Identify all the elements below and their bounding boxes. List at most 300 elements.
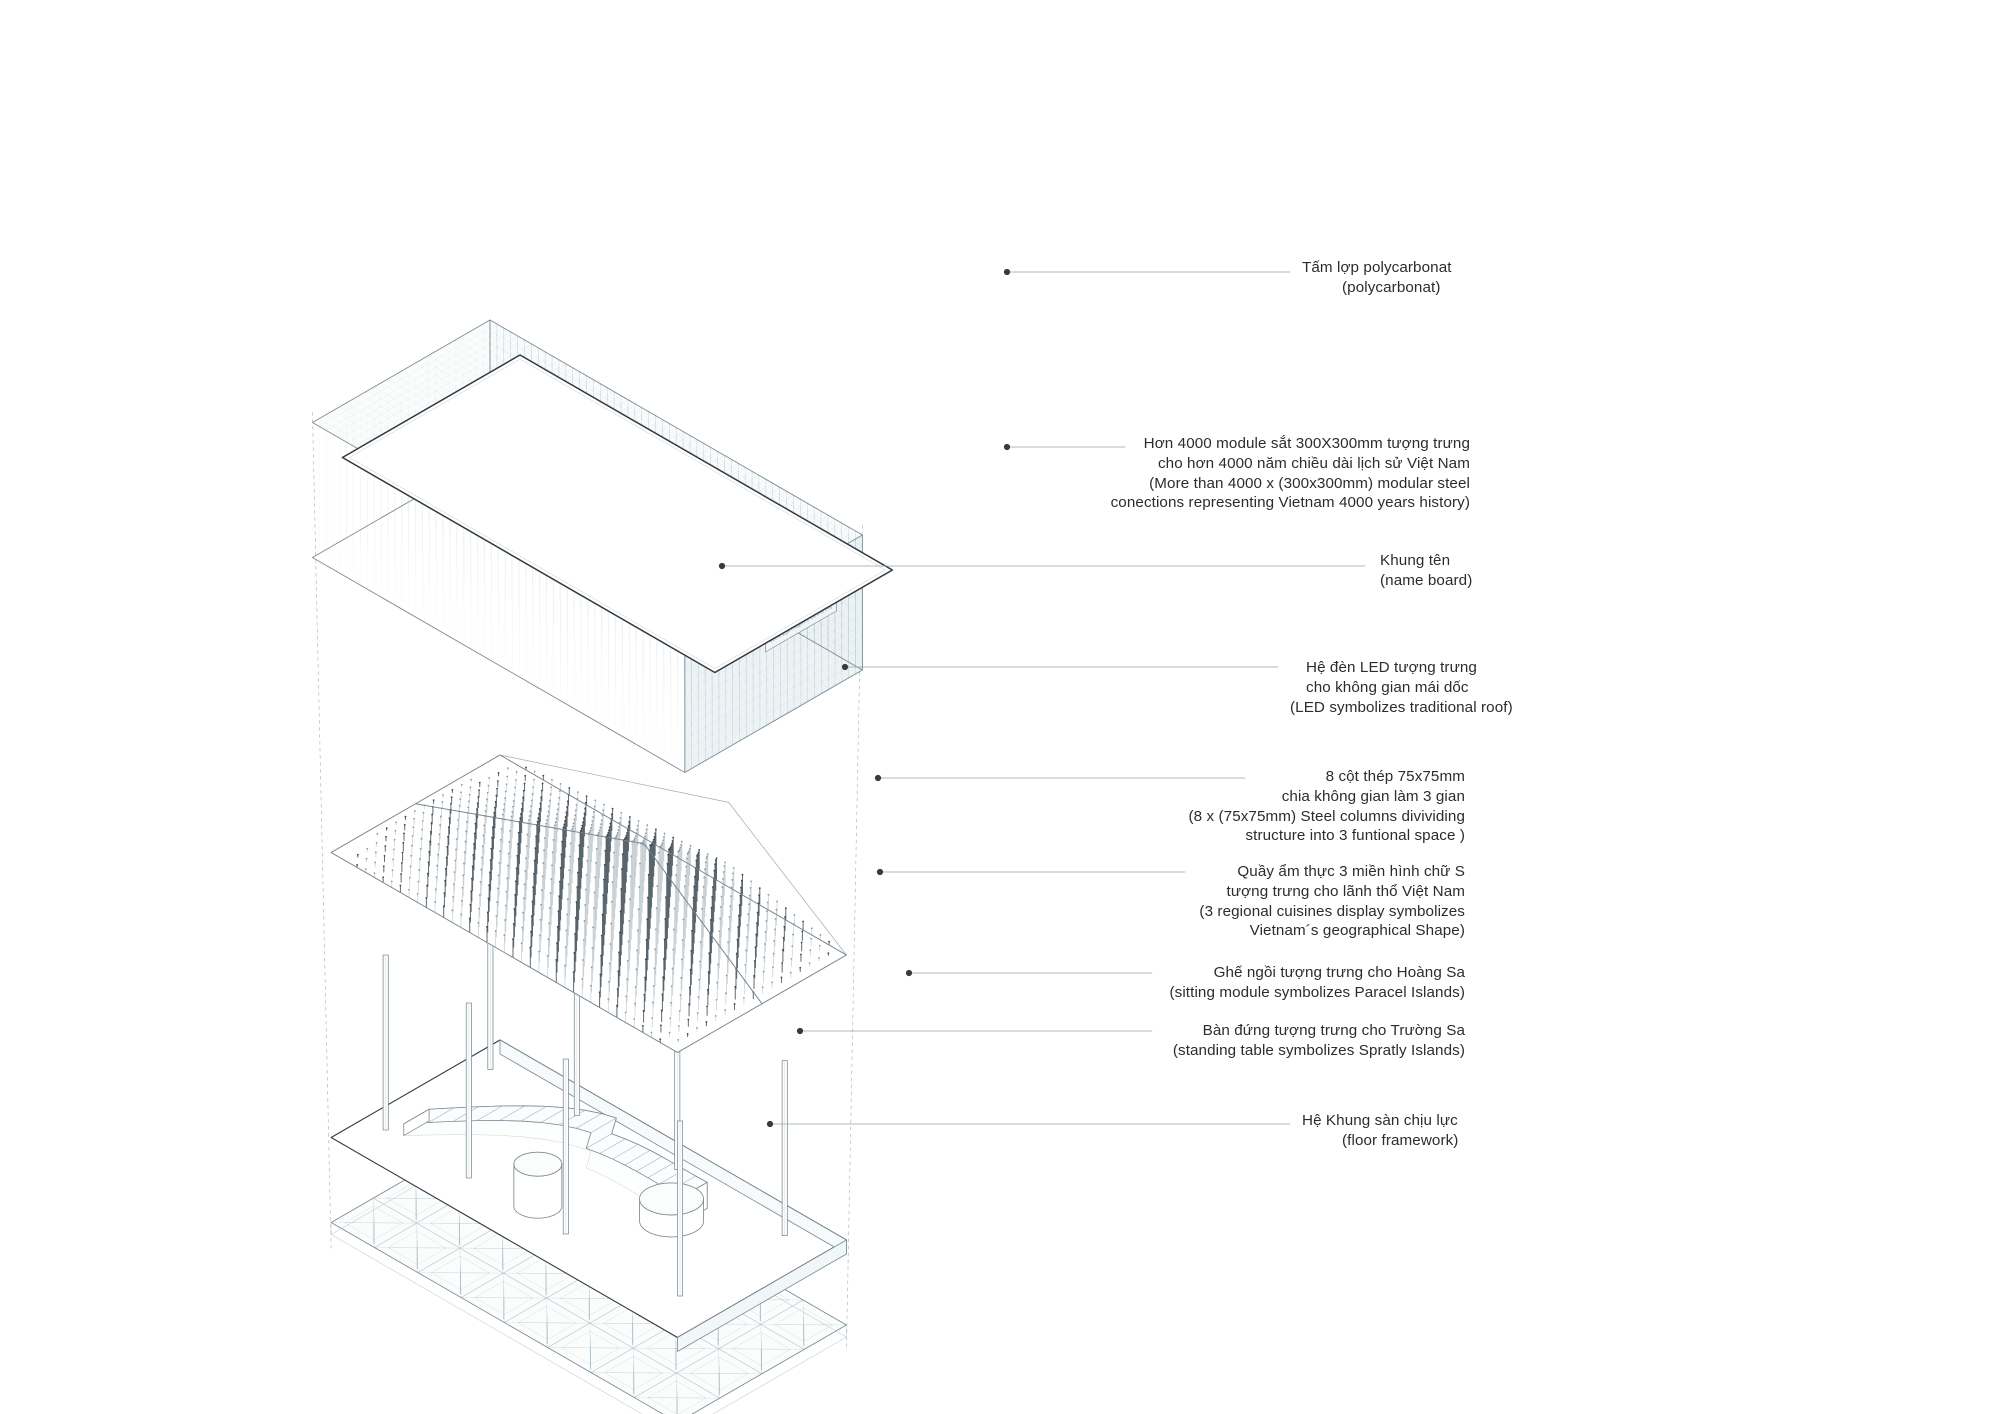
led-lamp [521, 927, 523, 929]
led-lamp [672, 840, 674, 842]
led-lamp [496, 788, 498, 790]
leader-anchor-dot [875, 775, 881, 781]
led-lamp [568, 883, 570, 885]
led-lamp [688, 1003, 690, 1005]
led-lamp [671, 985, 673, 987]
led-lamp [591, 824, 593, 826]
led-lamp [565, 929, 567, 931]
led-lamp [599, 974, 601, 976]
annotation-line: Ghế ngồi tượng trưng cho Hoàng Sa [1213, 964, 1465, 981]
led-lamp [592, 926, 594, 928]
led-lamp [583, 939, 585, 941]
led-lamp [497, 887, 499, 889]
led-lamp [585, 802, 587, 804]
led-lamp [524, 883, 526, 885]
led-lamp [571, 828, 573, 830]
led-lamp [489, 871, 491, 873]
led-lamp [444, 880, 446, 882]
led-lamp [451, 909, 453, 911]
led-lamp [545, 823, 547, 825]
led-lamp [485, 805, 487, 807]
led-lamp [532, 901, 534, 903]
led-roof [331, 755, 846, 1053]
led-lamp [499, 850, 501, 852]
led-lamp [564, 820, 566, 822]
led-lamp [543, 849, 545, 851]
led-lamp [412, 835, 414, 837]
annotation-line: (standing table symbolizes Spratly Islands) [1172, 1041, 1465, 1059]
led-lamp [444, 892, 446, 894]
led-lamp [644, 977, 646, 979]
led-lamp [419, 858, 421, 860]
led-lamp [384, 845, 386, 847]
led-lamp [445, 868, 447, 870]
led-lamp [687, 853, 689, 855]
led-lamp [685, 875, 687, 877]
led-lamp [668, 849, 670, 851]
led-lamp [739, 895, 741, 897]
led-lamp [670, 1002, 672, 1004]
led-lamp [448, 826, 450, 828]
led-lamp [672, 837, 674, 839]
led-lamp [423, 812, 425, 814]
led-lamp [515, 779, 517, 781]
led-lamp [702, 896, 704, 898]
led-lamp [538, 951, 540, 953]
led-lamp [794, 914, 796, 916]
led-lamp [550, 892, 552, 894]
led-lamp [530, 805, 532, 807]
led-lamp [551, 864, 553, 866]
led-lamp [790, 972, 792, 974]
led-lamp [744, 964, 746, 966]
led-lamp [463, 863, 465, 865]
led-lamp [625, 835, 627, 837]
leader-standing-table [797, 1028, 1152, 1034]
led-lamp [594, 891, 596, 893]
led-lamp [574, 814, 576, 816]
sitting-module [640, 1183, 704, 1237]
led-lamp [706, 855, 708, 857]
annotation-line: cho không gian mái dốc [1306, 678, 1469, 696]
led-lamp [567, 898, 569, 900]
led-lamp [776, 901, 778, 903]
leader-anchor-dot [877, 869, 883, 875]
led-lamp [628, 821, 630, 823]
led-lamp [636, 949, 638, 951]
led-lamp [639, 863, 641, 865]
annotation-line: Hệ đèn LED tượng trưng [1306, 659, 1477, 676]
steel-column [466, 1003, 471, 1178]
led-lamp [495, 801, 497, 803]
led-lamp [506, 783, 508, 785]
led-lamp [764, 943, 766, 945]
led-lamp [578, 844, 580, 846]
led-lamp [420, 838, 422, 840]
led-lamp [652, 1002, 654, 1004]
led-lamp [375, 851, 377, 853]
led-lamp [522, 797, 524, 799]
led-lamp [601, 935, 603, 937]
led-lamp [454, 860, 456, 862]
led-lamp [513, 923, 515, 925]
led-lamp [476, 808, 478, 810]
led-lamp [758, 894, 760, 896]
led-lamp [763, 971, 765, 973]
led-lamp [474, 833, 476, 835]
led-lamp [762, 986, 764, 988]
led-lamp [561, 841, 563, 843]
led-lamp [486, 799, 488, 801]
led-lamp [402, 852, 404, 854]
led-lamp [633, 1018, 635, 1020]
led-lamp [393, 848, 395, 850]
led-lamp [550, 793, 552, 795]
led-lamp [470, 787, 472, 789]
led-lamp [483, 835, 485, 837]
led-lamp [518, 832, 520, 834]
led-lamp [619, 932, 621, 934]
led-lamp [802, 921, 804, 923]
led-lamp [576, 804, 578, 806]
led-lamp [655, 928, 657, 930]
led-lamp [516, 867, 518, 869]
led-lamp [593, 811, 595, 813]
led-lamp [581, 978, 583, 980]
led-lamp [727, 941, 729, 943]
led-lamp [506, 891, 508, 893]
led-lamp [695, 859, 697, 861]
annotation-line: (name board) [1380, 571, 1473, 589]
led-lamp [472, 854, 474, 856]
led-lamp [669, 1032, 671, 1034]
led-lamp [629, 898, 631, 900]
led-lamp [827, 952, 829, 954]
led-lamp [479, 894, 481, 896]
led-lamp [408, 889, 410, 891]
led-lamp [418, 881, 420, 883]
led-lamp [555, 821, 557, 823]
leader-led-roof [842, 664, 1278, 670]
led-lamp [548, 805, 550, 807]
led-lamp [651, 1032, 653, 1034]
led-lamp [483, 825, 485, 827]
led-lamp [590, 985, 592, 987]
led-lamp [528, 819, 530, 821]
led-lamp [453, 883, 455, 885]
led-lamp [661, 1009, 663, 1011]
led-lamp [810, 938, 812, 940]
led-lamp [791, 945, 793, 947]
led-lamp [582, 821, 584, 823]
led-lamp [636, 829, 638, 831]
led-lamp [470, 890, 472, 892]
led-lamp [501, 828, 503, 830]
led-lamp [409, 877, 411, 879]
led-lamp [655, 828, 657, 830]
led-lamp [382, 876, 384, 878]
led-lamp [698, 996, 700, 998]
led-lamp [663, 836, 665, 838]
led-lamp [690, 950, 692, 952]
led-lamp [503, 809, 505, 811]
led-lamp [504, 797, 506, 799]
led-lamp [669, 1017, 671, 1019]
led-lamp [648, 874, 650, 876]
led-lamp [809, 949, 811, 951]
led-lamp [422, 820, 424, 822]
led-lamp [713, 870, 715, 872]
led-lamp [654, 967, 656, 969]
led-lamp [581, 828, 583, 830]
led-lamp [610, 923, 612, 925]
led-lamp [716, 999, 718, 1001]
led-lamp [690, 845, 692, 847]
led-lamp [436, 865, 438, 867]
led-lamp [698, 852, 700, 854]
led-roof-layer [331, 755, 846, 1053]
led-lamp [729, 916, 731, 918]
led-lamp [376, 842, 378, 844]
led-lamp [529, 815, 531, 817]
led-lamp [575, 809, 577, 811]
led-lamp [698, 979, 700, 981]
led-lamp [413, 818, 415, 820]
led-lamp [507, 865, 509, 867]
annotation-sitting-module [1169, 963, 1465, 1003]
leader-anchor-dot [1004, 269, 1010, 275]
led-lamp [753, 975, 755, 977]
led-lamp [622, 853, 624, 855]
led-lamp [568, 869, 570, 871]
led-lamp [584, 808, 586, 810]
led-lamp [643, 994, 645, 996]
led-lamp [609, 963, 611, 965]
led-lamp [754, 960, 756, 962]
led-lamp [580, 830, 582, 832]
led-lamp [565, 811, 567, 813]
led-lamp [661, 993, 663, 995]
led-lamp [734, 1003, 736, 1005]
led-lamp [404, 824, 406, 826]
led-lamp [356, 864, 358, 866]
led-lamp [449, 817, 451, 819]
led-lamp [555, 818, 557, 820]
led-lamp [598, 832, 600, 834]
led-lamp [507, 767, 509, 769]
led-lamp [576, 901, 578, 903]
leader-anchor-dot [842, 664, 848, 670]
led-lamp [712, 886, 714, 888]
led-lamp [556, 942, 558, 944]
led-lamp [599, 991, 601, 993]
led-lamp [508, 853, 510, 855]
led-lamp [720, 906, 722, 908]
led-lamp [425, 897, 427, 899]
led-lamp [689, 848, 691, 850]
led-lamp [488, 777, 490, 779]
led-lamp [621, 868, 623, 870]
led-lamp [646, 939, 648, 941]
led-lamp [620, 910, 622, 912]
led-lamp [532, 786, 534, 788]
led-lamp [495, 795, 497, 797]
annotation-line: (8 x (75x75mm) Steel columns divividing [1188, 807, 1465, 825]
annotation-line: structure into 3 funtional space ) [1245, 827, 1465, 845]
annotation-line: tượng trưng cho lãnh thổ Việt Nam [1226, 882, 1465, 900]
led-lamp [413, 826, 415, 828]
led-lamp [733, 867, 735, 869]
led-lamp [563, 826, 565, 828]
led-lamp [618, 826, 620, 828]
led-lamp [544, 837, 546, 839]
led-lamp [747, 924, 749, 926]
led-lamp [781, 977, 783, 979]
led-lamp [646, 829, 648, 831]
led-lamp [737, 926, 739, 928]
annotation-line: Hệ Khung sàn chịu lực [1302, 1112, 1458, 1129]
led-lamp [493, 812, 495, 814]
led-lamp [600, 823, 602, 825]
led-lamp [756, 922, 758, 924]
led-lamp [618, 952, 620, 954]
led-lamp [541, 889, 543, 891]
led-lamp [811, 927, 813, 929]
led-lamp [461, 784, 463, 786]
led-lamp [523, 897, 525, 899]
led-lamp [517, 843, 519, 845]
led-lamp [392, 869, 394, 871]
led-lamp [437, 854, 439, 856]
led-lamp [527, 834, 529, 836]
led-lamp [724, 861, 726, 863]
led-lamp [394, 839, 396, 841]
led-lamp [459, 805, 461, 807]
led-lamp [540, 904, 542, 906]
led-lamp [593, 907, 595, 909]
led-lamp [411, 845, 413, 847]
led-lamp [498, 862, 500, 864]
annotation-line: (floor framework) [1342, 1131, 1459, 1149]
led-lamp [441, 801, 443, 803]
led-lamp [637, 825, 639, 827]
led-lamp [743, 997, 745, 999]
leader-steel-module-mesh [1004, 444, 1125, 450]
led-lamp [455, 849, 457, 851]
led-lamp [776, 909, 778, 911]
led-lamp [613, 852, 615, 854]
annotation-line: Hơn 4000 module sắt 300X300mm tượng trưng [1143, 435, 1470, 452]
led-lamp [673, 929, 675, 931]
led-lamp [471, 878, 473, 880]
annotation-line: (sitting module symbolizes Paracel Islands) [1169, 983, 1465, 1001]
leader-s-shaped-counter [877, 869, 1185, 875]
led-lamp [705, 861, 707, 863]
annotation-line: cho hơn 4000 năm chiều dài lịch sử Việt Nam [1157, 454, 1470, 472]
leader-polycarbonate-roof [1004, 269, 1290, 275]
led-lamp [506, 877, 508, 879]
led-lamp [685, 866, 687, 868]
led-lamp [586, 874, 588, 876]
led-lamp [533, 779, 535, 781]
led-lamp [765, 931, 767, 933]
annotation-line: 8 cột thép 75x75mm [1325, 768, 1465, 785]
led-lamp [460, 914, 462, 916]
led-lamp [619, 822, 621, 824]
led-lamp [660, 1024, 662, 1026]
led-lamp [672, 967, 674, 969]
led-lamp [438, 843, 440, 845]
led-lamp [529, 810, 531, 812]
led-lamp [547, 938, 549, 940]
led-lamp [771, 981, 773, 983]
led-lamp [699, 961, 701, 963]
led-lamp [707, 853, 709, 855]
led-lamp [703, 886, 705, 888]
led-lamp [560, 854, 562, 856]
led-lamp [490, 848, 492, 850]
led-lamp [542, 783, 544, 785]
led-lamp [626, 978, 628, 980]
led-lamp [591, 947, 593, 949]
led-lamp [649, 844, 651, 846]
led-lamp [357, 854, 359, 856]
led-lamp [395, 821, 397, 823]
led-lamp [612, 808, 614, 810]
annotation-line: Khung tên [1380, 552, 1451, 569]
led-lamp [524, 775, 526, 777]
led-lamp [456, 838, 458, 840]
annotation-line: Quầy ẩm thực 3 miền hình chữ S [1237, 863, 1465, 880]
led-lamp [438, 833, 440, 835]
led-lamp [515, 880, 517, 882]
led-lamp [565, 816, 567, 818]
led-lamp [542, 875, 544, 877]
led-lamp [828, 941, 830, 943]
led-lamp [625, 995, 627, 997]
led-lamp [431, 814, 433, 816]
led-lamp [658, 852, 660, 854]
leader-anchor-dot [1004, 444, 1010, 450]
annotation-line: (More than 4000 x (300x300mm) modular steel [1149, 474, 1470, 492]
led-lamp [706, 1006, 708, 1008]
led-lamp [428, 861, 430, 863]
led-lamp [516, 771, 518, 773]
led-lamp [553, 839, 555, 841]
led-lamp [710, 919, 712, 921]
led-lamp [800, 954, 802, 956]
led-lamp [616, 1005, 618, 1007]
led-lamp [607, 832, 609, 834]
led-lamp [768, 894, 770, 896]
led-lamp [714, 863, 716, 865]
led-lamp [573, 952, 575, 954]
led-lamp [708, 971, 710, 973]
led-lamp [656, 907, 658, 909]
leader-anchor-dot [719, 563, 725, 569]
led-lamp [653, 839, 655, 841]
led-lamp [454, 871, 456, 873]
led-lamp [682, 919, 684, 921]
led-lamp [664, 939, 666, 941]
led-lamp [784, 916, 786, 918]
annotation-line: (polycarbonat) [1342, 278, 1441, 296]
led-lamp [637, 929, 639, 931]
led-lamp [503, 803, 505, 805]
led-lamp [481, 857, 483, 859]
led-lamp [459, 798, 461, 800]
led-lamp [681, 959, 683, 961]
